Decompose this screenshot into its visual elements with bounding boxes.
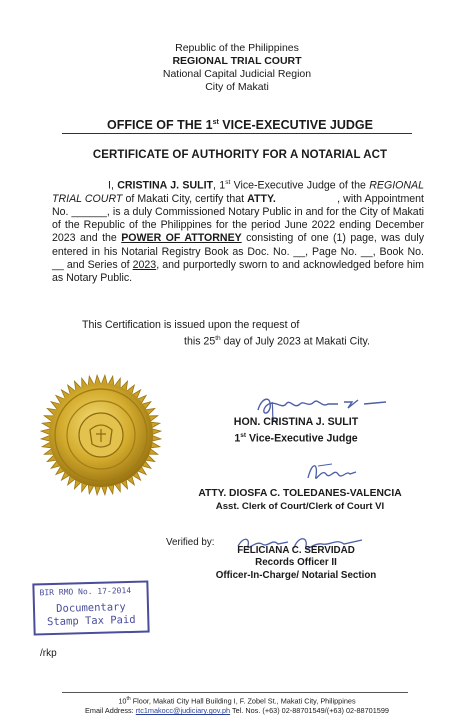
body-paragraph	[52, 176, 427, 285]
footer-addr-a: 10	[118, 696, 127, 706]
footer-divider	[62, 692, 408, 693]
footer-addr-b: Floor, Makati City Hall Building I, F. Zobel St., Makati City, Philippines	[130, 696, 356, 706]
gold-seal-icon	[38, 372, 164, 498]
footer-email-link[interactable]: rtc1makocc@judiciary.gov.ph	[135, 706, 231, 716]
judge-title-a: 1	[234, 432, 241, 445]
court-name: REGIONAL TRIAL COURT	[172, 55, 302, 67]
judge-name: CRISTINA J. SULIT	[117, 179, 213, 192]
clerk-signature-block	[150, 488, 450, 513]
footer-contact	[0, 706, 474, 716]
stamp-line-2: Documentary	[56, 601, 126, 615]
issuance-line-2	[52, 332, 424, 349]
city-line: City of Makati	[205, 81, 269, 93]
issuance-date-sup: th	[215, 335, 221, 342]
footer-addr-sup: th	[126, 696, 131, 702]
letterhead	[0, 42, 474, 94]
issuance-date-b: day of July 2023 at Makati City.	[220, 335, 371, 348]
documentary-stamp	[32, 580, 149, 635]
verifier-role-2: Officer-In-Charge/ Notarial Section	[215, 569, 377, 581]
footer-telephone: Tel. Nos. (+63) 02-88701549/(+63) 02-88701599	[230, 706, 389, 716]
body-text-7: , and purportedly sworn to and acknowledged before him as Notary Public.	[52, 258, 424, 284]
body-sup: st	[225, 179, 231, 186]
court-italic: REGIONAL TRIAL COURT	[52, 179, 425, 205]
typist-initials: /rkp	[40, 648, 57, 659]
body-text-3: Vice-Executive Judge of the	[230, 179, 370, 192]
clerk-role: Asst. Clerk of Court/Clerk of Court VI	[215, 500, 385, 512]
body-text-2: , 1	[213, 179, 226, 192]
clerk-name: ATTY. DIOSFA C. TOLEDANES-VALENCIA	[198, 488, 402, 499]
office-prefix: OFFICE OF THE 1	[107, 118, 213, 132]
certificate-title: CERTIFICATE OF AUTHORITY FOR A NOTARIAL ACT	[92, 149, 388, 161]
body-text-6: consisting of one (1) page, was duly entered in his Notarial Registry Book as Doc. No. __, Page No. __, Book No. __ and Series of	[52, 232, 424, 271]
verified-by-label: Verified by:	[166, 537, 215, 548]
clerk-signature-icon	[304, 458, 360, 486]
verifier-role-1: Records Officer II	[255, 557, 337, 569]
judge-title-sup: st	[240, 432, 246, 439]
body-text-4: of Makati City, certify that	[122, 192, 248, 205]
body-text-1: I,	[108, 179, 118, 192]
region-line: National Capital Judicial Region	[162, 68, 312, 80]
stamp-line-3: Stamp Tax Paid	[46, 613, 136, 629]
judge-title-b: Vice-Executive Judge	[246, 432, 358, 445]
issuance-statement	[52, 318, 424, 349]
document-type: POWER OF ATTORNEY	[121, 232, 242, 245]
stamp-line-1: BIR RMO No. 17-2014	[39, 585, 132, 598]
office-sup: st	[212, 118, 219, 126]
series-year: 2023	[132, 258, 157, 271]
judge-signer-title	[176, 429, 416, 446]
republic-line: Republic of the Philippines	[175, 42, 299, 54]
office-heading	[70, 118, 410, 132]
judge-signature-block	[176, 416, 416, 446]
verifier-signature-block	[186, 545, 406, 582]
office-suffix: VICE-EXECUTIVE JUDGE	[218, 118, 373, 132]
footer-address	[0, 694, 474, 706]
issuance-line-1: This Certification is issued upon the request of	[82, 319, 300, 331]
certificate-body	[52, 176, 427, 285]
verifier-name: FELICIANA C. SERVIDAD	[237, 545, 355, 556]
attorney-label: ATTY.	[247, 192, 276, 205]
judge-signer-name: HON. CRISTINA J. SULIT	[233, 416, 359, 428]
body-text-5: , with Appointment No. ______, is a duly Commissioned Notary Public in and for the City of Makati of the Republic of the Philippines for the period June 2022 ending December 2023 and the	[52, 192, 427, 245]
issuance-date-a: this 25	[184, 335, 216, 348]
office-divider	[62, 133, 412, 134]
footer-email-label: Email Address:	[85, 706, 136, 716]
footer	[0, 694, 474, 716]
